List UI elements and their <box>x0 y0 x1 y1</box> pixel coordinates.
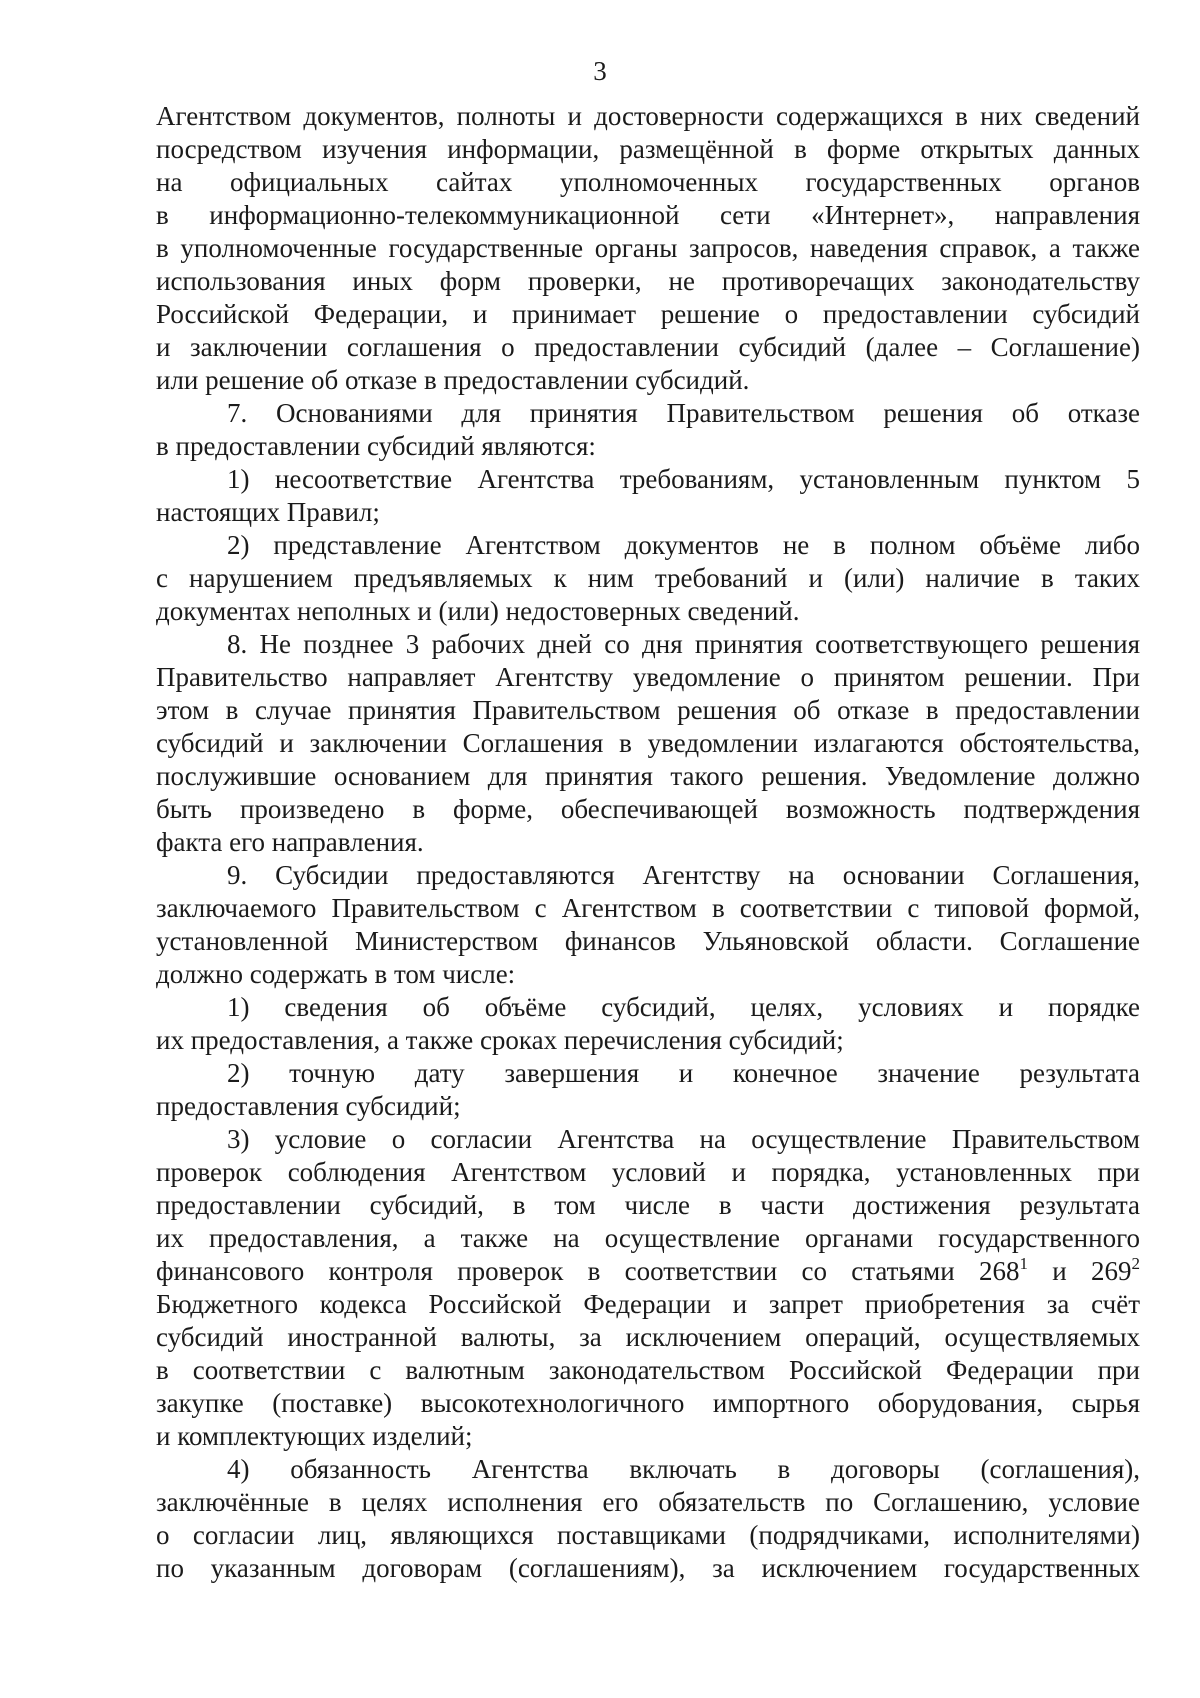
text-line <box>156 232 1140 265</box>
text-line <box>156 1255 1140 1288</box>
text-line-content: 1) несоответствие Агентства требованиям, установленным пунктом 5 <box>227 464 1140 494</box>
text-line <box>156 298 1140 331</box>
text-line <box>156 1354 1140 1387</box>
text-line-content: посредством изучения информации, размещённой в форме открытых данных <box>156 134 1140 164</box>
text-line <box>156 892 1140 925</box>
text-line <box>156 1288 1140 1321</box>
text-line-content: 4) обязанность Агентства включать в договоры (соглашения), <box>227 1454 1140 1484</box>
text-line-content: на официальных сайтах уполномоченных государственных органов <box>156 167 1140 197</box>
text-line-content: 7. Основаниями для принятия Правительством решения об отказе <box>227 398 1140 428</box>
page-number: 3 <box>593 56 607 86</box>
text-line <box>156 166 1140 199</box>
text-line <box>156 826 1140 859</box>
text-line-content: закупке (поставке) высокотехнологичного импортного оборудования, сырья <box>156 1388 1140 1418</box>
text-line <box>156 628 1140 661</box>
text-line <box>156 100 1140 133</box>
text-line <box>156 760 1140 793</box>
text-line <box>156 1189 1140 1222</box>
text-line-content: настоящих Правил; <box>156 497 380 527</box>
superscript: 2 <box>1131 1254 1140 1273</box>
text-line-content: 3) условие о согласии Агентства на осуществление Правительством <box>227 1124 1140 1154</box>
text-line <box>156 397 1140 430</box>
superscript: 1 <box>1019 1254 1028 1273</box>
text-line-content: заключаемого Правительством с Агентством в соответствии с типовой формой, <box>156 893 1140 923</box>
text-line <box>156 991 1140 1024</box>
text-line <box>156 430 1140 463</box>
text-line <box>156 364 1140 397</box>
text-line <box>156 1156 1140 1189</box>
text-line <box>156 1321 1140 1354</box>
text-line-content: заключённые в целях исполнения его обязательств по Соглашению, условие <box>156 1487 1140 1517</box>
text-line-content: субсидий и заключении Соглашения в уведомлении излагаются обстоятельства, <box>156 728 1140 758</box>
text-line <box>156 661 1140 694</box>
document-body <box>156 100 1140 1585</box>
text-line <box>156 1552 1140 1585</box>
text-line-content: их предоставления, а также на осуществление органами государственного <box>156 1223 1140 1253</box>
text-line <box>156 1519 1140 1552</box>
text-line-content: 1) сведения об объёме субсидий, целях, условиях и порядке <box>227 992 1140 1022</box>
text-line-content: и комплектующих изделий; <box>156 1421 473 1451</box>
text-line <box>156 1420 1140 1453</box>
text-line-content: 9. Субсидии предоставляются Агентству на основании Соглашения, <box>227 860 1140 890</box>
text-line-content: в предоставлении субсидий являются: <box>156 431 596 461</box>
text-line-content: о согласии лиц, являющихся поставщиками (подрядчиками, исполнителями) <box>156 1520 1140 1550</box>
text-line-content: 2) точную дату завершения и конечное значение результата <box>227 1058 1140 1088</box>
text-line <box>156 1222 1140 1255</box>
text-line-content: проверок соблюдения Агентством условий и порядка, установленных при <box>156 1157 1140 1187</box>
text-line-content: факта его направления. <box>156 827 424 857</box>
text-line <box>156 265 1140 298</box>
text-line-content: должно содержать в том числе: <box>156 959 516 989</box>
text-line <box>156 793 1140 826</box>
text-line <box>156 1057 1140 1090</box>
text-line-content: Бюджетного кодекса Российской Федерации и запрет приобретения за счёт <box>156 1289 1140 1319</box>
text-line <box>156 1453 1140 1486</box>
text-line <box>156 727 1140 760</box>
text-line <box>156 1486 1140 1519</box>
text-line-content: документах неполных и (или) недостоверных сведений. <box>156 596 800 626</box>
text-line <box>156 199 1140 232</box>
text-line <box>156 331 1140 364</box>
text-line-content: использования иных форм проверки, не противоречащих законодательству <box>156 266 1140 296</box>
text-line-content: Правительство направляет Агентству уведомление о принятом решении. При <box>156 662 1140 692</box>
text-line-content: послужившие основанием для принятия такого решения. Уведомление должно <box>156 761 1140 791</box>
text-line <box>156 529 1140 562</box>
text-line-content: 8. Не позднее 3 рабочих дней со дня принятия соответствующего решения <box>227 629 1140 659</box>
text-line-content: в уполномоченные государственные органы запросов, наведения справок, а также <box>156 233 1140 263</box>
text-line-content: по указанным договорам (соглашениям), за исключением государственных <box>156 1553 1140 1583</box>
text-line <box>156 1024 1140 1057</box>
text-line-content: предоставления субсидий; <box>156 1091 461 1121</box>
text-line <box>156 463 1140 496</box>
text-line-content: этом в случае принятия Правительством решения об отказе в предоставлении <box>156 695 1140 725</box>
text-line-content: быть произведено в форме, обеспечивающей возможность подтверждения <box>156 794 1140 824</box>
text-line <box>156 925 1140 958</box>
text-line-content: или решение об отказе в предоставлении субсидий. <box>156 365 750 395</box>
text-line-content: Российской Федерации, и принимает решение о предоставлении субсидий <box>156 299 1140 329</box>
text-line-content: финансового контроля проверок в соответствии со статьями 268 <box>156 1256 1020 1286</box>
text-line-content: с нарушением предъявляемых к ним требований и (или) наличие в таких <box>156 563 1140 593</box>
text-line <box>156 133 1140 166</box>
text-line <box>156 562 1140 595</box>
text-line <box>156 1090 1140 1123</box>
text-line-content: их предоставления, а также сроках перечисления субсидий; <box>156 1025 844 1055</box>
text-line-content: в соответствии с валютным законодательством Российской Федерации при <box>156 1355 1140 1385</box>
text-line-content: 2) представление Агентством документов не в полном объёме либо <box>227 530 1140 560</box>
text-line <box>156 694 1140 727</box>
text-line <box>156 1123 1140 1156</box>
text-line <box>156 1387 1140 1420</box>
text-line <box>156 958 1140 991</box>
text-line-content: предоставлении субсидий, в том числе в части достижения результата <box>156 1190 1140 1220</box>
text-line-content: Агентством документов, полноты и достоверности содержащихся в них сведений <box>156 101 1140 131</box>
text-line-content: установленной Министерством финансов Ульяновской области. Соглашение <box>156 926 1140 956</box>
text-line <box>156 595 1140 628</box>
text-line-content: и заключении соглашения о предоставлении субсидий (далее – Соглашение) <box>156 332 1140 362</box>
text-line <box>156 496 1140 529</box>
text-line-content: в информационно-телекоммуникационной сети «Интернет», направления <box>156 200 1140 230</box>
text-line-continuation: и 269 <box>1027 1256 1132 1286</box>
text-line <box>156 859 1140 892</box>
text-line-content: субсидий иностранной валюты, за исключением операций, осуществляемых <box>156 1322 1140 1352</box>
